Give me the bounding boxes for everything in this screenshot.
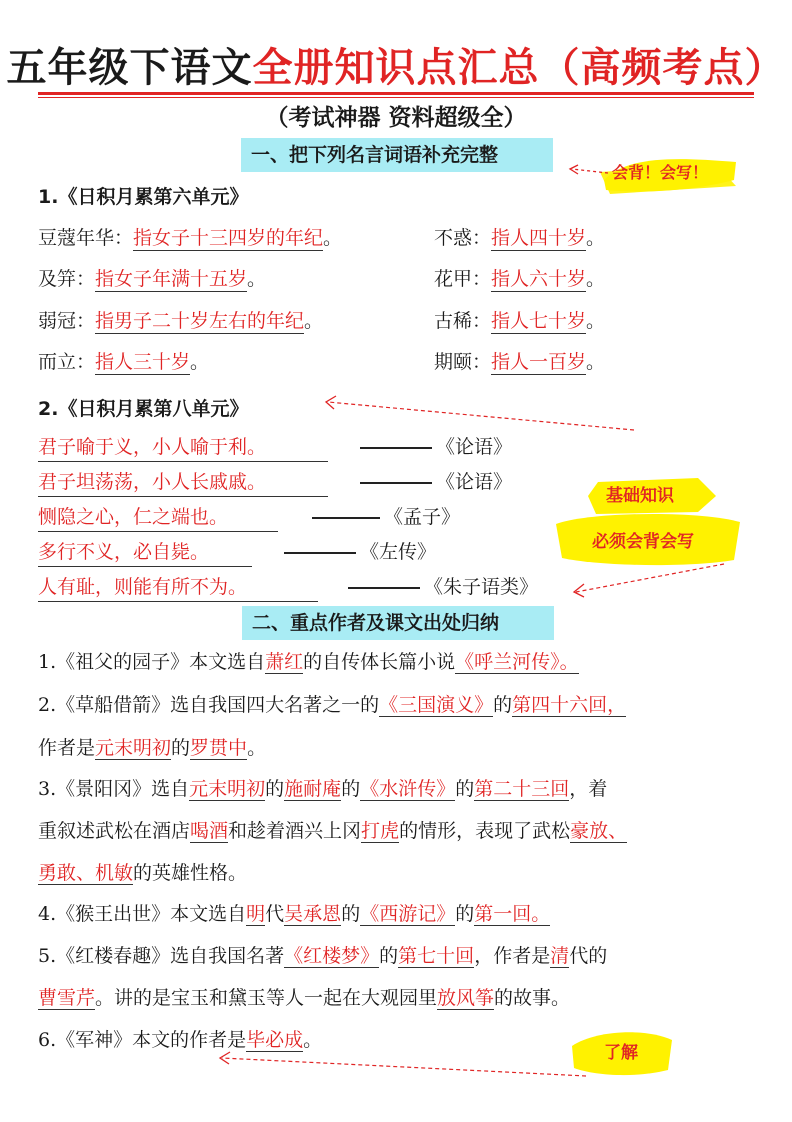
dash-line: [284, 552, 356, 554]
unit8-heading: 2.《日积月累第八单元》: [38, 398, 249, 420]
quote-row: [38, 573, 318, 602]
quote-source: 《孟子》: [384, 506, 461, 528]
term-end: 。: [586, 268, 606, 290]
item-text: 的: [171, 737, 191, 759]
list-item: [38, 691, 626, 719]
term-answer: 指人三十岁: [95, 351, 191, 373]
handwritten-note-basics: 基础知识: [606, 486, 674, 506]
item-text: 。讲的是宝玉和黛玉等人一起在大观园里: [95, 987, 438, 1009]
item-text: 的: [379, 945, 399, 967]
arrow-icon: [214, 1050, 590, 1080]
item-answer: 罗贯中: [190, 737, 248, 759]
dash-line: [348, 587, 420, 589]
term-label: 豆蔻年华：: [38, 227, 134, 249]
term-row: [434, 348, 605, 376]
title-underline-thin: [38, 97, 754, 98]
item-text: 重叙述武松在酒店: [38, 820, 191, 842]
term-row: [38, 265, 266, 293]
item-text: 的: [455, 903, 475, 925]
term-end: 。: [304, 310, 324, 332]
item-answer: 第一回。: [474, 903, 551, 925]
arrow-icon: [566, 162, 610, 178]
term-answer: 指男子二十岁左右的年纪: [95, 310, 305, 332]
title-red: 全册知识点汇总（高频考点）: [252, 45, 786, 91]
quote-source: 《朱子语类》: [424, 576, 539, 598]
item-answer: 元末明初: [95, 737, 172, 759]
item-text: 的: [341, 778, 361, 800]
list-item-continued: [38, 984, 570, 1012]
item-text: 4.《猴王出世》本文选自: [38, 903, 247, 925]
quote-row: [38, 433, 328, 462]
item-answer: 《红楼梦》: [284, 945, 380, 967]
term-answer: 指人六十岁: [491, 268, 587, 290]
list-item-continued: [38, 734, 266, 762]
quote-row: [38, 468, 328, 497]
item-text: 的: [455, 778, 475, 800]
quote-source-row: [348, 573, 538, 601]
term-answer: 指女子年满十五岁: [95, 268, 248, 290]
term-label: 不惑：: [434, 227, 492, 249]
item-answer: 《呼兰河传》。: [455, 651, 579, 673]
item-text: 3.《景阳冈》选自: [38, 778, 190, 800]
term-row: [38, 307, 323, 335]
term-label: 而立：: [38, 351, 96, 373]
item-answer: 元末明初: [189, 778, 266, 800]
item-answer: 萧红: [265, 651, 304, 673]
quote-source-row: [284, 538, 436, 566]
list-item-continued: [38, 817, 627, 845]
item-answer: 曹雪芹: [38, 987, 96, 1009]
term-answer: 指人四十岁: [491, 227, 587, 249]
term-label: 古稀：: [434, 310, 492, 332]
title-underline: [38, 92, 754, 95]
term-answer: 指女子十三四岁的年纪: [133, 227, 324, 249]
item-text: 的: [341, 903, 361, 925]
dash-line: [360, 447, 432, 449]
dash-line: [360, 482, 432, 484]
item-answer: 《西游记》: [360, 903, 456, 925]
list-item: [38, 900, 550, 928]
term-end: 。: [190, 351, 210, 373]
item-text: 代: [265, 903, 285, 925]
handwritten-note-understand: 了解: [604, 1043, 638, 1063]
term-label: 及笄：: [38, 268, 96, 290]
item-text: ，作者是: [474, 945, 551, 967]
item-answer: 吴承恩: [284, 903, 342, 925]
section2-heading: 二、重点作者及课文出处归纳: [242, 606, 554, 640]
item-answer: 第二十三回: [474, 778, 570, 800]
term-label: 期颐：: [434, 351, 492, 373]
item-text: 的情形，表现了武松: [399, 820, 571, 842]
quote-text: 君子喻于义，小人喻于利。: [38, 433, 328, 462]
list-item: [38, 942, 607, 970]
page-subtitle: （考试神器 资料超级全）: [265, 105, 527, 131]
term-row: [38, 224, 342, 252]
quote-source: 《论语》: [436, 471, 513, 493]
item-text: 的自传体长篇小说: [303, 651, 456, 673]
term-answer: 指人一百岁: [491, 351, 587, 373]
item-text: 的: [493, 694, 513, 716]
item-answer: 《水浒传》: [360, 778, 456, 800]
list-item: [38, 648, 579, 676]
arrow-icon: [320, 394, 638, 434]
term-end: 。: [586, 351, 606, 373]
item-text: 和趁着酒兴上冈: [228, 820, 362, 842]
item-text: 的故事。: [494, 987, 571, 1009]
term-row: [38, 348, 209, 376]
quote-text: 君子坦荡荡，小人长戚戚。: [38, 468, 328, 497]
item-answer: 第七十回: [398, 945, 475, 967]
term-row: [434, 307, 605, 335]
list-item-continued: [38, 859, 247, 887]
item-text: 的英雄性格。: [133, 862, 248, 884]
quote-source-row: [312, 503, 460, 531]
quote-row: [38, 503, 278, 532]
item-text: 作者是: [38, 737, 96, 759]
item-answer: 喝酒: [190, 820, 229, 842]
item-answer: 毕必成: [246, 1029, 304, 1051]
section1-heading: 一、把下列名言词语补充完整: [241, 138, 553, 172]
quote-text: 恻隐之心，仁之端也。: [38, 503, 278, 532]
quote-source: 《论语》: [436, 436, 513, 458]
item-text: 。: [303, 1029, 323, 1051]
item-answer: 《三国演义》: [379, 694, 494, 716]
page-title: [0, 40, 792, 96]
quote-source: 《左传》: [360, 541, 437, 563]
item-answer: 第四十六回，: [512, 694, 627, 716]
handwritten-note-recite: 会背！会写！: [612, 163, 709, 182]
term-end: 。: [247, 268, 267, 290]
item-text: 代的: [569, 945, 608, 967]
quote-text: 人有耻，则能有所不为。: [38, 573, 318, 602]
quote-source-row: [360, 468, 512, 496]
term-label: 花甲：: [434, 268, 492, 290]
item-answer: 勇敢、机敏: [38, 862, 134, 884]
item-text: 5.《红楼春趣》选自我国名著: [38, 945, 285, 967]
quote-source-row: [360, 433, 512, 461]
item-answer: 打虎: [361, 820, 400, 842]
item-text: 。: [247, 737, 267, 759]
item-text: ，着: [569, 778, 608, 800]
quote-row: [38, 538, 252, 567]
term-end: 。: [586, 310, 606, 332]
quote-text: 多行不义，必自毙。: [38, 538, 252, 567]
unit6-heading: 1.《日积月累第六单元》: [38, 186, 249, 208]
term-label: 弱冠：: [38, 310, 96, 332]
arrow-icon: [568, 560, 728, 600]
term-end: 。: [586, 227, 606, 249]
term-end: 。: [323, 227, 343, 249]
item-answer: 放风筝: [437, 987, 495, 1009]
item-text: 1.《祖父的园子》本文选自: [38, 651, 266, 673]
term-row: [434, 224, 605, 252]
item-answer: 清: [550, 945, 570, 967]
list-item: [38, 775, 607, 803]
item-text: 2.《草船借箭》选自我国四大名著之一的: [38, 694, 380, 716]
term-answer: 指人七十岁: [491, 310, 587, 332]
item-text: 6.《军神》本文的作者是: [38, 1029, 247, 1051]
dash-line: [312, 517, 380, 519]
item-answer: 豪放、: [570, 820, 628, 842]
item-answer: 施耐庵: [284, 778, 342, 800]
item-answer: 明: [246, 903, 266, 925]
item-text: 的: [265, 778, 285, 800]
handwritten-note-must-recite: 必须会背会写: [592, 532, 694, 552]
title-black: 五年级下语文: [6, 45, 253, 91]
term-row: [434, 265, 605, 293]
